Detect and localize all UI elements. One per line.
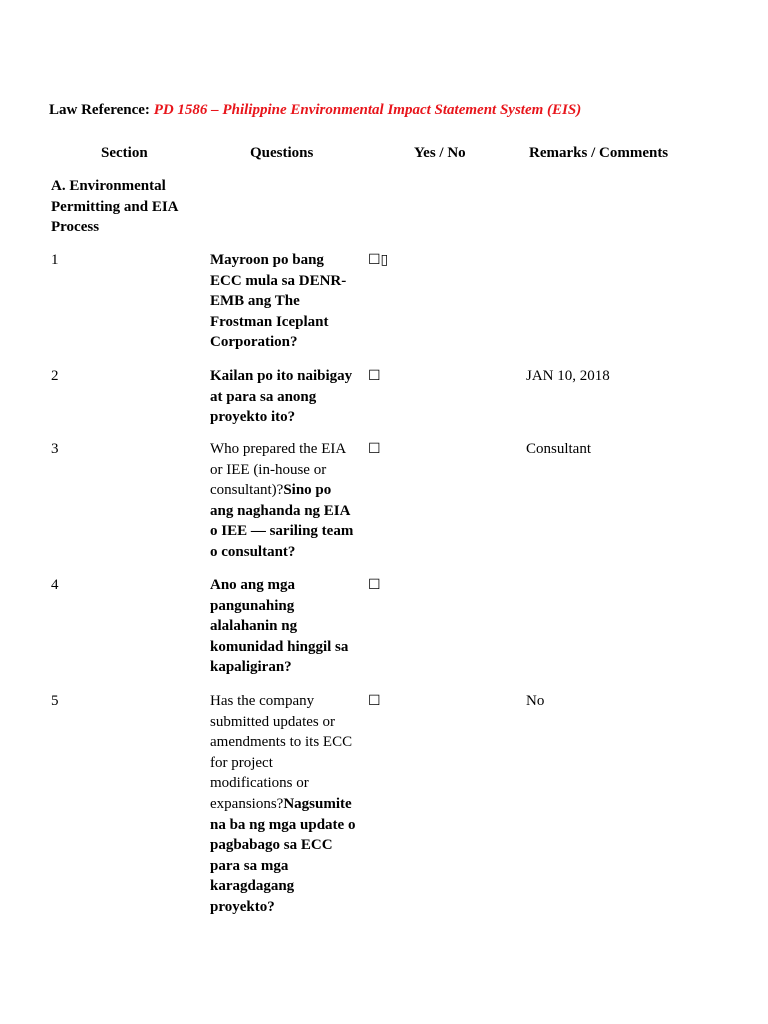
law-reference	[49, 100, 581, 120]
section-heading: A. Environmental Permitting and EIA Process	[51, 178, 178, 236]
header-remarks: Remarks / Comments	[529, 145, 669, 161]
row-4-number: 4	[51, 577, 59, 593]
row-3-question: Who prepared the EIA or IEE (in-house or consultant)?Sino po ang naghanda ng EIA o IEE — sariling team o consultant?	[210, 441, 354, 560]
row-2-checkbox[interactable]: ☐	[368, 368, 381, 384]
row-1-question: Mayroon po bang ECC mula sa DENR-EMB ang The Frostman Iceplant Corporation?	[210, 252, 347, 351]
law-reference-label: Law Reference:	[49, 102, 150, 118]
row-5-checkbox[interactable]: ☐	[368, 693, 381, 709]
row-5-number: 5	[51, 693, 59, 709]
row-2-remark: JAN 10, 2018	[526, 368, 610, 384]
law-reference-value: PD 1586 – Philippine Environmental Impact Statement System (EIS)	[153, 102, 582, 118]
row-3-number: 3	[51, 441, 59, 457]
row-1-number: 1	[51, 252, 59, 268]
header-questions: Questions	[250, 145, 314, 161]
row-4-checkbox[interactable]: ☐	[368, 577, 381, 593]
row-2-number: 2	[51, 368, 59, 384]
header-section: Section	[101, 145, 148, 161]
row-1-checkbox[interactable]: ☐▯	[368, 252, 389, 268]
row-5-remark: No	[526, 693, 545, 709]
row-5-question: Has the company submitted updates or amendments to its ECC for project modifications or expansions?Nagsumite na ba ng mga update o pagbabago sa ECC para sa mga karagdagang proyekto?	[210, 693, 356, 915]
header-yes-no: Yes / No	[414, 145, 466, 161]
row-3-remark: Consultant	[526, 441, 592, 457]
row-2-question: Kailan po ito naibigay at para sa anong proyekto ito?	[210, 368, 353, 426]
row-4-question: Ano ang mga pangunahing alalahanin ng komunidad hinggil sa kapaligiran?	[210, 577, 349, 676]
row-3-checkbox[interactable]: ☐	[368, 441, 381, 457]
